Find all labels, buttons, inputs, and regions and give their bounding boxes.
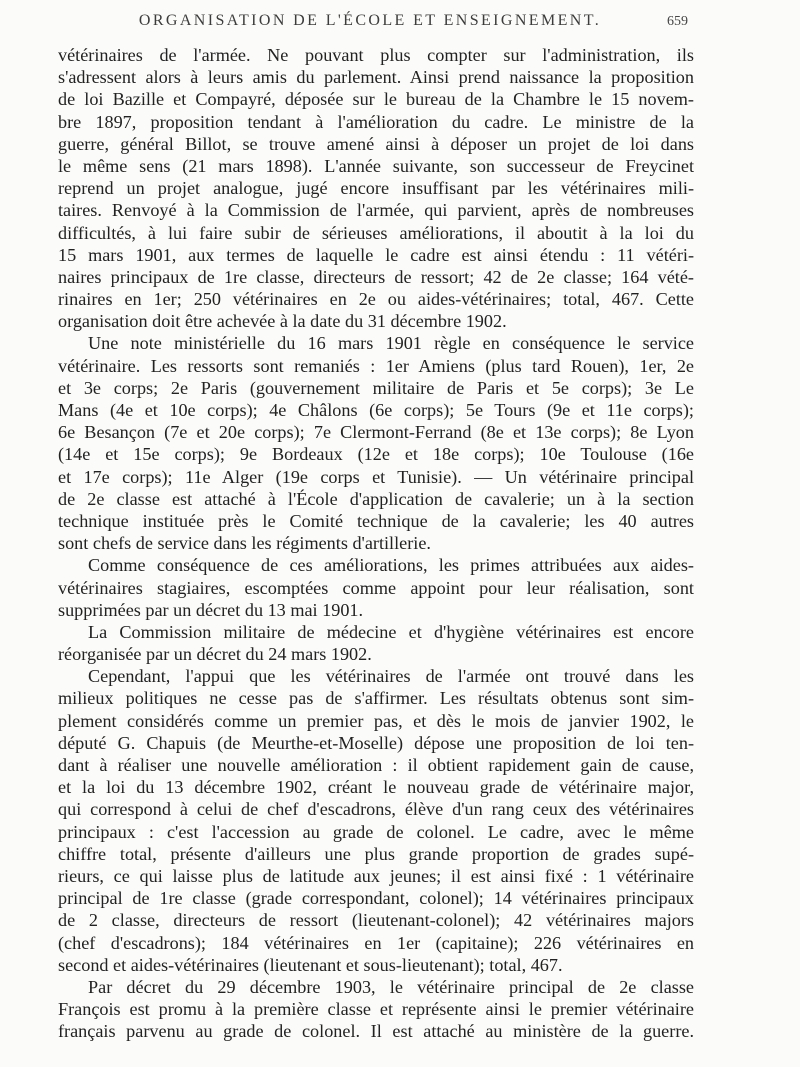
page-number: 659: [667, 14, 688, 29]
running-header: ORGANISATION DE L'ÉCOLE ET ENSEIGNEMENT.: [138, 12, 602, 29]
text-line: vétérinaires de l'armée. Ne pouvant plus compter sur l'administration, ils: [58, 45, 694, 65]
text-line: Comme conséquence de ces améliorations, les primes attribuées aux aides-: [88, 555, 694, 576]
text-line: français parvenu au grade de colonel. Il est attaché au ministère de la guerre.: [58, 1021, 694, 1042]
text-line: (chef d'escadrons); 184 vétérinaires en 1er (capitaine); 226 vétérinaires en: [58, 932, 694, 953]
text-line: le même sens (21 mars 1898). L'année suivante, son successeur de Freycinet: [58, 155, 694, 176]
text-line: principaux : c'est l'accession au grade de colonel. Le cadre, avec le même: [58, 821, 694, 842]
text-line: de 2e classe est attaché à l'École d'application de cavalerie; un à la section: [58, 488, 694, 509]
text-line: vétérinaires stagiaires, escomptées comme appoint pour leur réalisation, sont: [58, 577, 694, 598]
paragraph: [58, 44, 694, 332]
text-line: (14e et 15e corps); 9e Bordeaux (12e et 18e corps); 10e Toulouse (16e: [58, 444, 694, 465]
text-line: qui correspond à celui de chef d'escadrons, élève d'un rang ceux des vétérinaires: [58, 799, 694, 820]
text-line: de loi Bazille et Compayré, déposée sur le bureau de la Chambre le 15 novem-: [58, 89, 694, 110]
text-line: La Commission militaire de médecine et d'hygiène vétérinaires est encore: [88, 621, 694, 642]
text-line: milieux politiques ne cesse pas de s'affirmer. Les résultats obtenus sont sim-: [58, 688, 694, 709]
text-line: 6e Besançon (7e et 20e corps); 7e Clermont-Ferrand (8e et 13e corps); 8e Lyon: [58, 422, 694, 443]
text-line: principal de 1re classe (grade correspondant, colonel); 14 vétérinaires principaux: [58, 888, 694, 909]
text-line: Une note ministérielle du 16 mars 1901 règle en conséquence le service: [88, 333, 694, 354]
page-body-text: [58, 44, 694, 1042]
text-line: vétérinaire. Les ressorts sont remaniés : 1er Amiens (plus tard Rouen), 1er, 2e: [58, 355, 694, 376]
text-line: sont chefs de service dans les régiments d'artillerie.: [58, 533, 431, 554]
text-line: et 3e corps; 2e Paris (gouvernement militaire de Paris et 5e corps); 3e Le: [58, 377, 694, 398]
text-line: chiffre total, présente d'ailleurs une plus grande proportion de grades supé-: [58, 843, 694, 864]
text-line: réorganisée par un décret du 24 mars 1902.: [58, 644, 372, 665]
text-line: taires. Renvoyé à la Commission de l'armée, qui parvient, après de nombreuses: [58, 200, 694, 221]
paragraph: [58, 976, 694, 1043]
text-line: second et aides-vétérinaires (lieutenant et sous-lieutenant); total, 467.: [58, 954, 563, 975]
text-line: François est promu à la première classe et représente ainsi le premier vétérinaire: [58, 999, 694, 1020]
text-line: difficultés, à lui faire subir de sérieuses améliorations, il aboutit à la loi du: [58, 222, 694, 243]
text-line: rinaires en 1er; 250 vétérinaires en 2e ou aides-vétérinaires; total, 467. Cette: [58, 289, 694, 310]
text-line: organisation doit être achevée à la date du 31 décembre 1902.: [58, 311, 507, 332]
text-line: supprimées par un décret du 13 mai 1901.: [58, 599, 364, 620]
paragraph: [58, 621, 694, 665]
paragraph: [58, 554, 694, 621]
text-line: technique instituée près le Comité technique de la cavalerie; les 40 autres: [58, 510, 694, 531]
text-line: Mans (4e et 10e corps); 4e Châlons (6e corps); 5e Tours (9e et 11e corps);: [58, 400, 694, 420]
paragraph: [58, 665, 694, 976]
text-line: 15 mars 1901, aux termes de laquelle le cadre est ainsi étendu : 11 vétéri-: [58, 244, 694, 265]
text-line: député G. Chapuis (de Meurthe-et-Moselle) dépose une proposition de loi ten-: [58, 732, 694, 753]
text-line: de 2 classe, directeurs de ressort (lieutenant-colonel); 42 vétérinaires majors: [58, 910, 694, 931]
text-line: et 17e corps); 11e Alger (19e corps et Tunisie). — Un vétérinaire principal: [58, 466, 694, 487]
text-line: Par décret du 29 décembre 1903, le vétérinaire principal de 2e classe: [88, 976, 694, 997]
text-line: guerre, général Billot, se trouve amené ainsi à déposer un projet de loi dans: [58, 133, 694, 154]
text-line: s'adressent alors à leurs amis du parlement. Ainsi prend naissance la proposition: [58, 67, 694, 88]
text-line: Cependant, l'appui que les vétérinaires de l'armée ont trouvé dans les: [88, 666, 694, 687]
text-line: bre 1897, proposition tendant à l'amélioration du cadre. Le ministre de la: [58, 111, 694, 132]
text-line: dant à réaliser une nouvelle amélioration : il obtient rapidement gain de cause,: [58, 755, 694, 775]
text-line: rieurs, ce qui laisse plus de latitude aux jeunes; il est ainsi fixé : 1 vétérinaire: [58, 865, 694, 886]
text-line: naires principaux de 1re classe, directeurs de ressort; 42 de 2e classe; 164 vété-: [58, 266, 694, 287]
text-line: plement considérés comme un premier pas, et dès le mois de janvier 1902, le: [58, 710, 694, 731]
text-line: reprend un projet analogue, jugé encore insuffisant par les vétérinaires mili-: [58, 178, 694, 199]
text-line: et la loi du 13 décembre 1902, créant le nouveau grade de vétérinaire major,: [58, 777, 694, 798]
paragraph: [58, 332, 694, 554]
